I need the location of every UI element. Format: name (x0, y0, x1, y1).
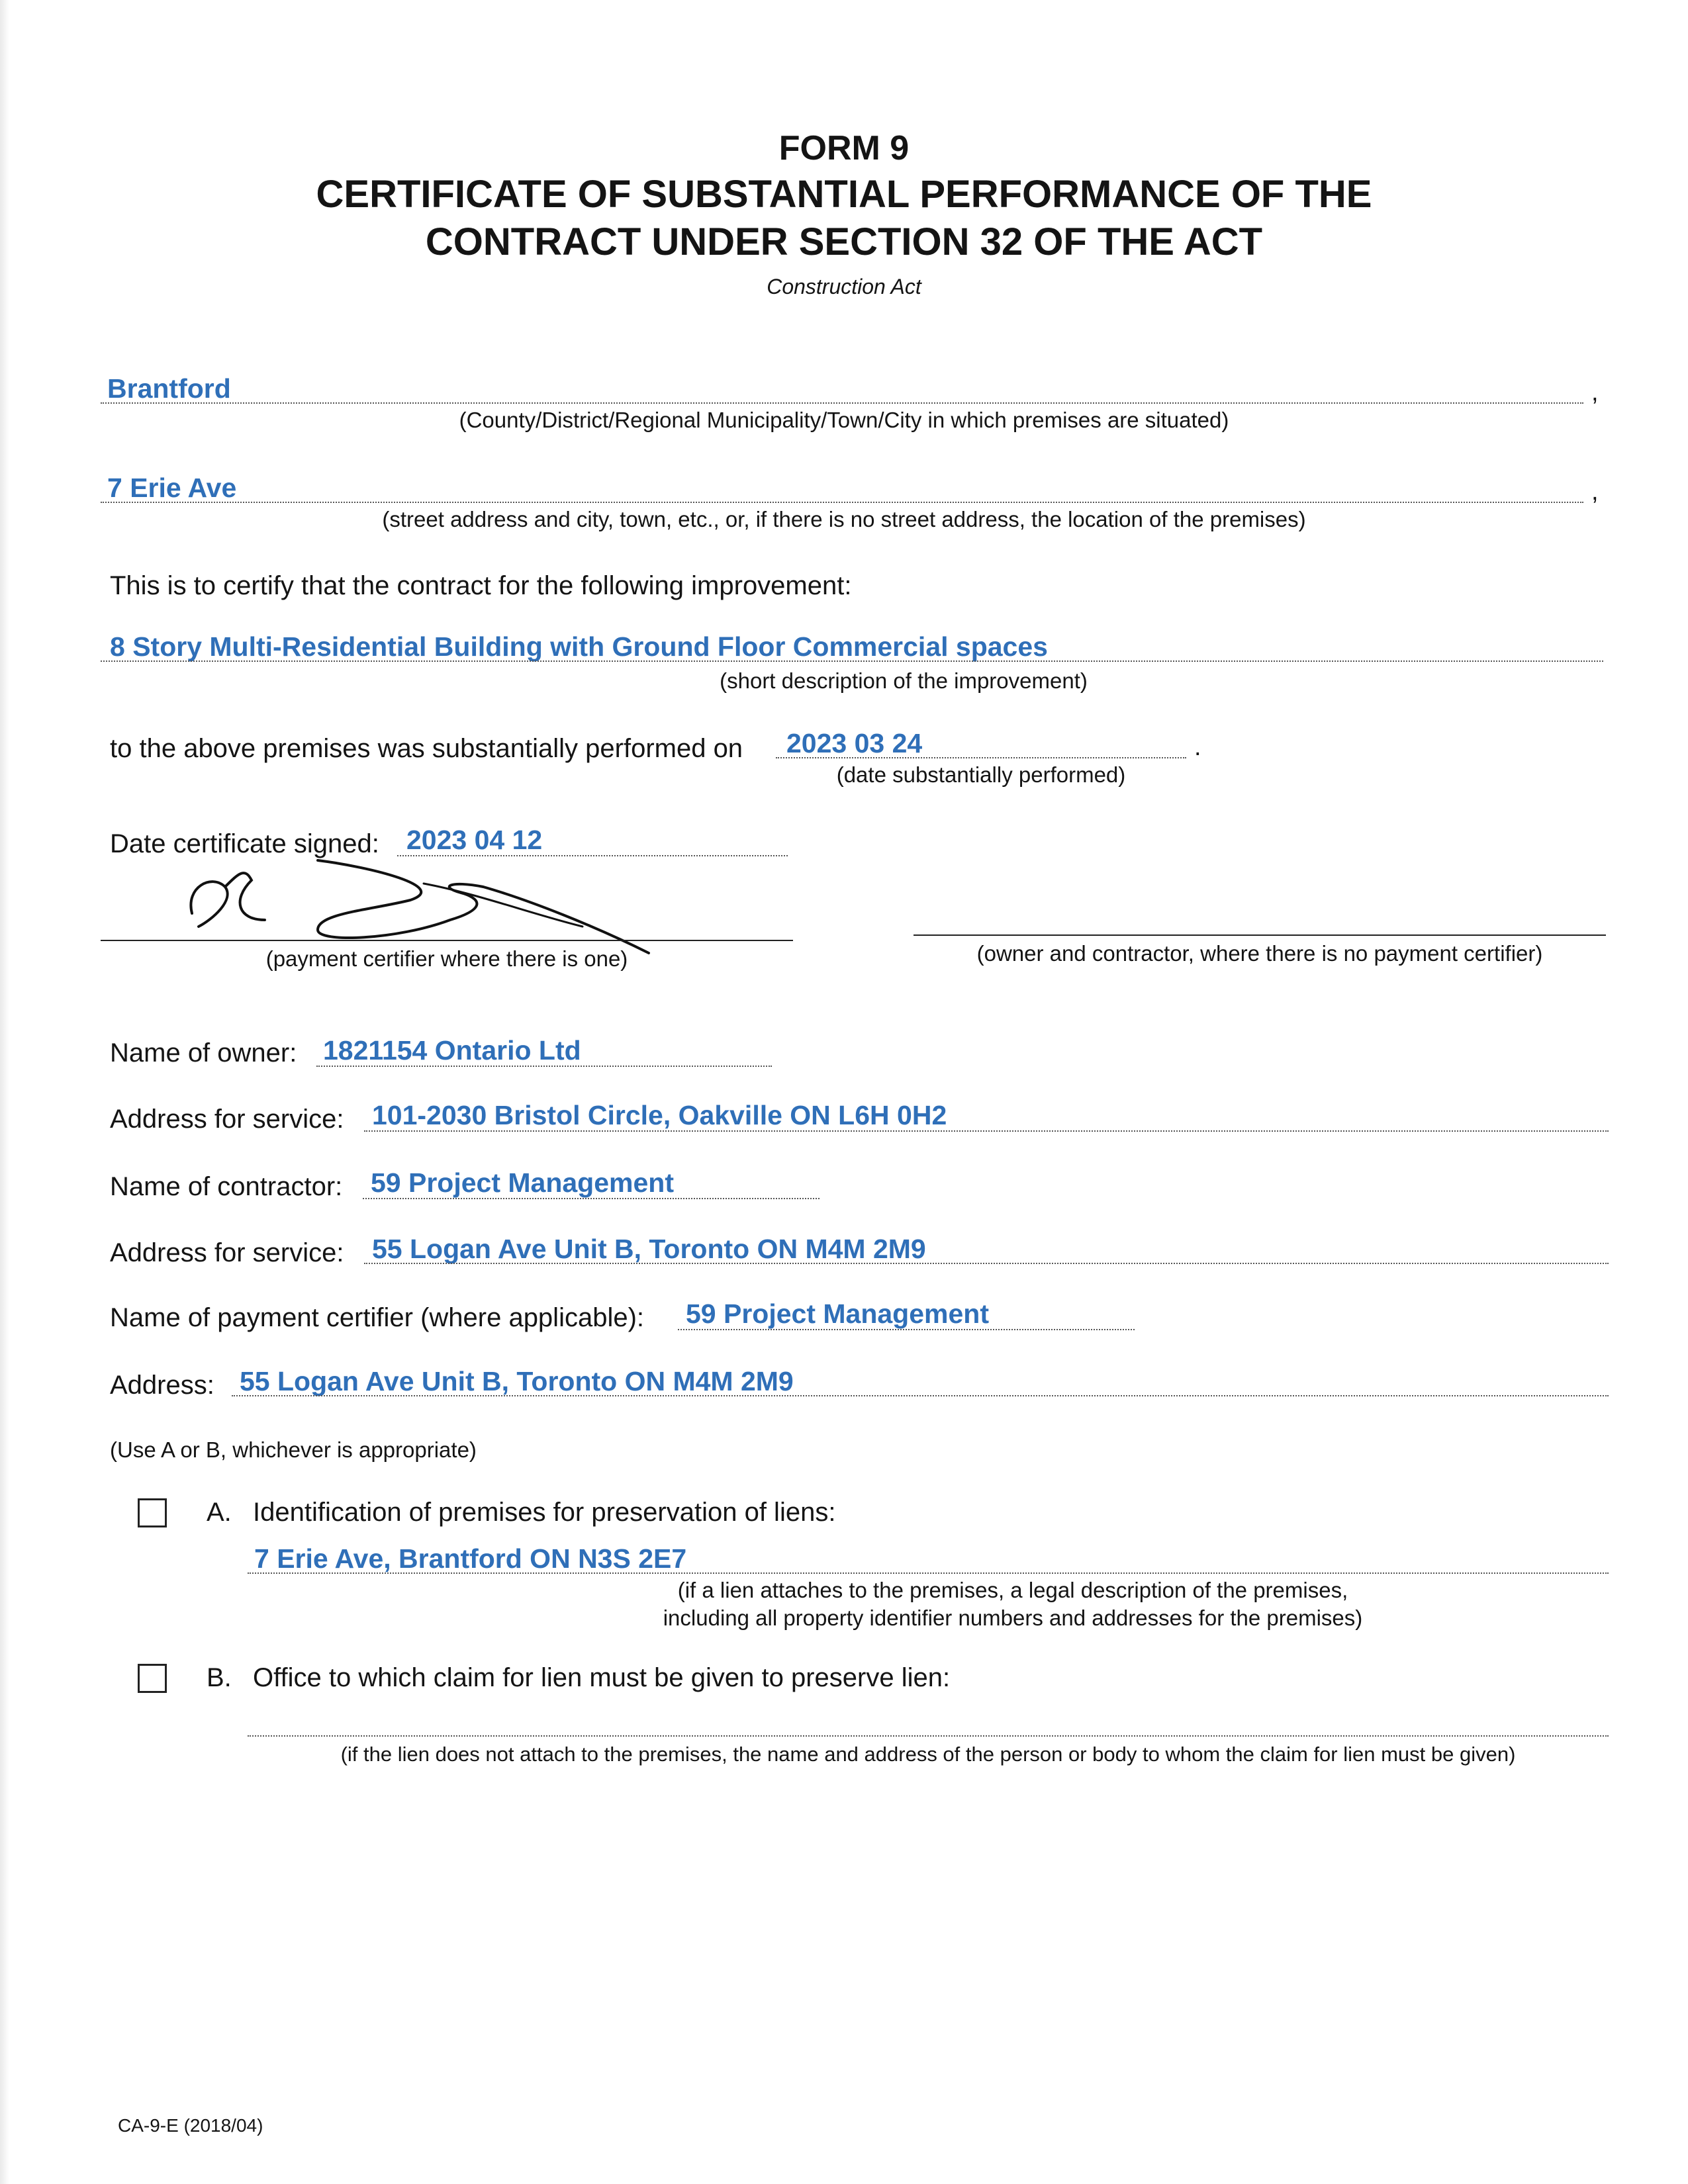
owner-value[interactable]: 1821154 Ontario Ltd (323, 1035, 581, 1066)
form-title-line2: CONTRACT UNDER SECTION 32 OF THE ACT (425, 220, 1263, 263)
premises-value[interactable]: 7 Erie Ave (107, 473, 237, 503)
use-note: (Use A or B, whichever is appropriate) (110, 1437, 477, 1462)
form-code: CA-9-E (2018/04) (118, 2115, 263, 2136)
option-b-line (248, 1735, 1609, 1737)
payment-certifier-signature-line[interactable] (101, 940, 793, 941)
option-a-line (248, 1572, 1609, 1574)
improvement-caption: (short description of the improvement) (720, 668, 1088, 693)
option-a-value[interactable]: 7 Erie Ave, Brantford ON N3S 2E7 (254, 1543, 687, 1574)
owner-address-label: Address for service: (110, 1105, 344, 1134)
option-a-label: Identification of premises for preservation of liens: (253, 1498, 836, 1527)
option-b-checkbox[interactable] (138, 1664, 167, 1693)
form-number: FORM 9 (778, 129, 910, 167)
owner-line (316, 1066, 772, 1067)
contractor-label: Name of contractor: (110, 1172, 343, 1201)
certifier-address-line (232, 1395, 1609, 1396)
contractor-value[interactable]: 59 Project Management (371, 1167, 674, 1198)
contractor-address-label: Address for service: (110, 1238, 344, 1267)
performed-date-value[interactable]: 2023 03 24 (786, 728, 923, 758)
certifier-value[interactable]: 59 Project Management (686, 1298, 989, 1329)
option-a-letter: A. (207, 1498, 232, 1527)
certifier-address-value[interactable]: 55 Logan Ave Unit B, Toronto ON M4M 2M9 (240, 1366, 794, 1396)
owner-address-value[interactable]: 101-2030 Bristol Circle, Oakville ON L6H 0H2 (372, 1100, 947, 1130)
act-name: Construction Act (767, 275, 921, 298)
period: . (1194, 733, 1201, 761)
contractor-address-value[interactable]: 55 Logan Ave Unit B, Toronto ON M4M 2M9 (372, 1234, 926, 1264)
option-b-label: Office to which claim for lien must be given to preserve lien: (253, 1663, 951, 1692)
certify-text: This is to certify that the contract for the following improvement: (110, 571, 852, 600)
owner-label: Name of owner: (110, 1038, 297, 1068)
performed-label: to the above premises was substantially performed on (110, 734, 743, 763)
premises-caption: (street address and city, town, etc., or, if there is no street address, the location of the premises) (382, 507, 1306, 531)
page-edge (0, 0, 9, 2184)
municipality-caption: (County/District/Regional Municipality/Town/City in which premises are situated) (459, 408, 1229, 432)
form-title-line1: CERTIFICATE OF SUBSTANTIAL PERFORMANCE OF THE (316, 173, 1372, 216)
certifier-line (678, 1329, 1135, 1330)
certifier-label: Name of payment certifier (where applicable): (110, 1303, 645, 1332)
option-b-caption: (if the lien does not attach to the premises, the name and address of the person or body to whom the claim for lien must be given) (340, 1743, 1516, 1766)
comma: , (1591, 379, 1599, 406)
comma: , (1591, 478, 1599, 506)
contractor-line (363, 1198, 820, 1199)
improvement-line (101, 660, 1603, 662)
contractor-address-line (364, 1263, 1609, 1264)
option-b-letter: B. (207, 1663, 232, 1692)
option-a-checkbox[interactable] (138, 1498, 167, 1527)
municipality-line (101, 402, 1583, 404)
signed-date-value[interactable]: 2023 04 12 (406, 825, 543, 855)
premises-line (101, 502, 1583, 503)
improvement-value[interactable]: 8 Story Multi-Residential Building with Ground Floor Commercial spaces (110, 631, 1048, 662)
option-a-caption-line2: including all property identifier numbers and addresses for the premises) (663, 1606, 1363, 1630)
option-a-caption-line1: (if a lien attaches to the premises, a legal description of the premises, (677, 1578, 1348, 1602)
performed-line (776, 757, 1186, 758)
signed-label: Date certificate signed: (110, 829, 379, 858)
owner-contractor-caption: (owner and contractor, where there is no payment certifier) (976, 941, 1543, 966)
form-header (0, 126, 1688, 303)
municipality-value[interactable]: Brantford (107, 373, 231, 404)
owner-address-line (364, 1130, 1609, 1132)
performed-caption: (date substantially performed) (836, 762, 1126, 787)
owner-contractor-signature-line[interactable] (914, 934, 1606, 936)
payment-certifier-caption: (payment certifier where there is one) (265, 946, 628, 971)
certifier-address-label: Address: (110, 1371, 214, 1400)
